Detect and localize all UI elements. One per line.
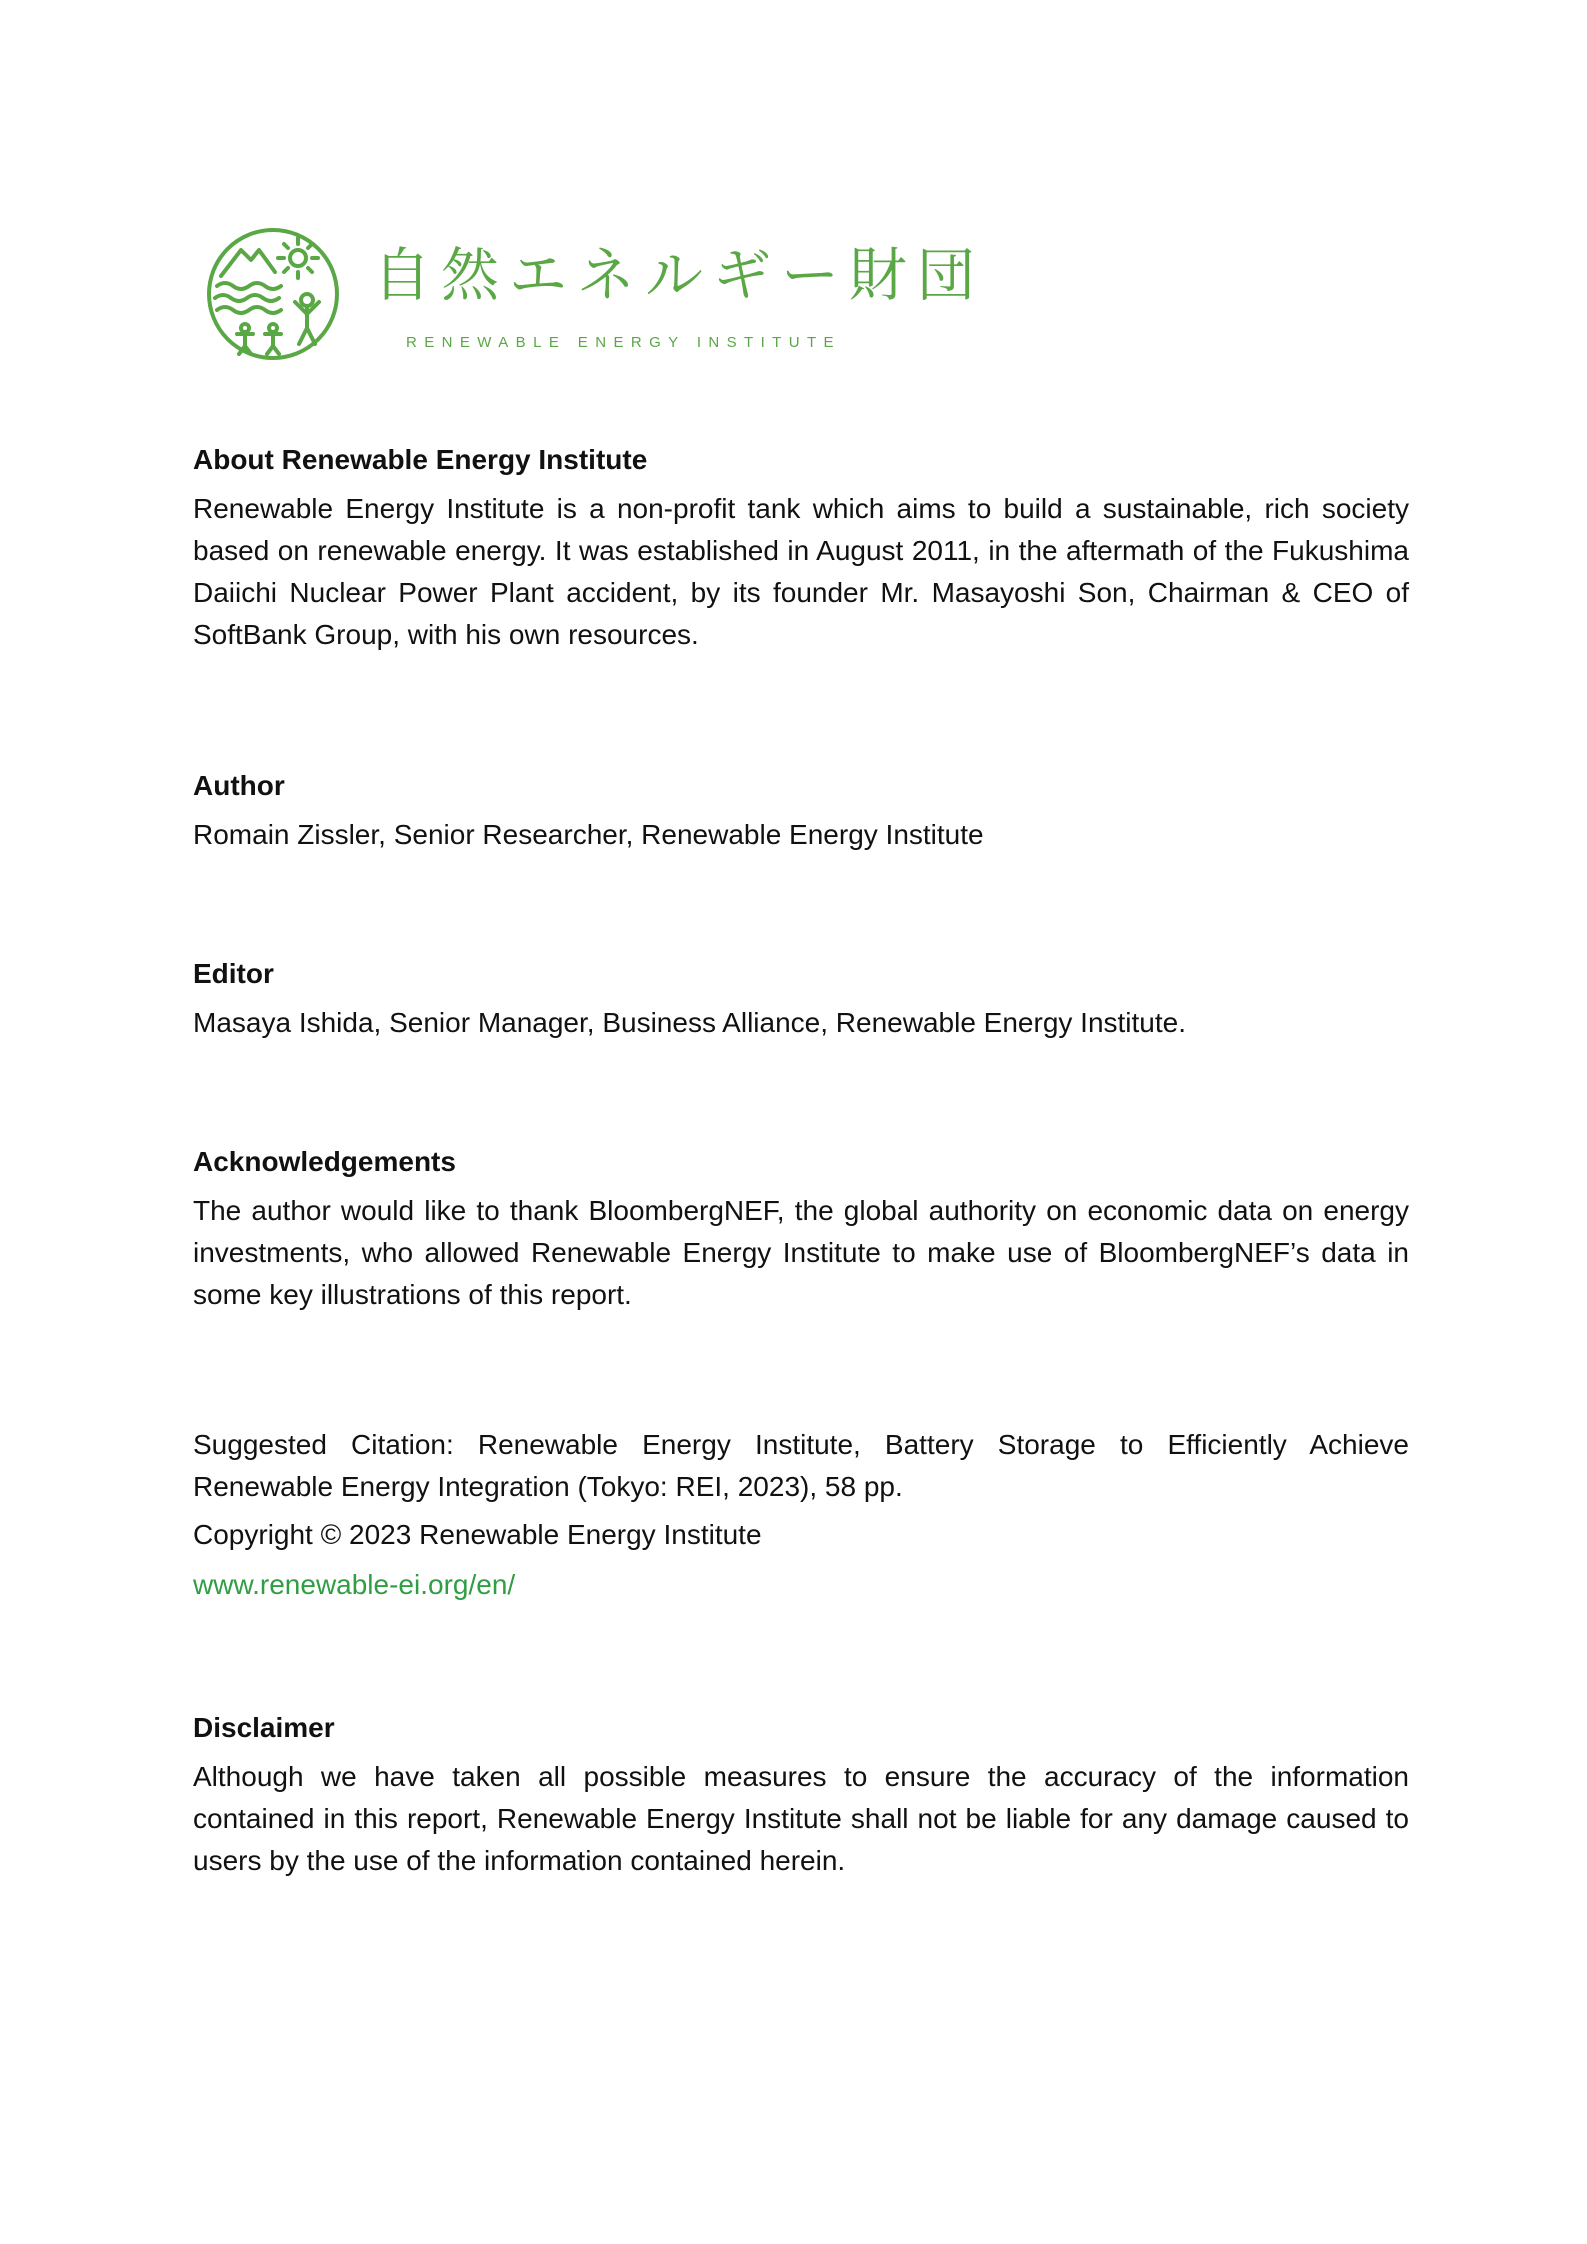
author-text: Romain Zissler, Senior Researcher, Renewable Energy Institute xyxy=(193,819,984,850)
logo-japanese-name: 自然エネルギー財団 xyxy=(373,241,986,309)
page-content xyxy=(193,436,1409,1882)
editor-heading: Editor xyxy=(193,958,274,989)
author-heading: Author xyxy=(193,770,285,801)
author-section xyxy=(193,762,1409,856)
website-link[interactable]: www.renewable-ei.org/en/ xyxy=(193,1569,516,1600)
rei-logo xyxy=(203,224,986,369)
acknowledgements-text: The author would like to thank BloombergNEF, the global authority on economic data on energy investments, who allowed Renewable Energy Institute to make use of BloombergNEF’s data in some key illustrations of this report. xyxy=(193,1195,1409,1310)
citation-section xyxy=(193,1424,1409,1610)
citation-text: Suggested Citation: Renewable Energy Institute, Battery Storage to Efficiently Achieve Renewable Energy Integration (Tokyo: REI, 2023), 58 pp. xyxy=(193,1429,1409,1502)
editor-text: Masaya Ishida, Senior Manager, Business Alliance, Renewable Energy Institute. xyxy=(193,1007,1187,1038)
disclaimer-heading: Disclaimer xyxy=(193,1712,335,1743)
logo-english-name: RENEWABLE ENERGY INSTITUTE xyxy=(406,334,841,351)
about-section xyxy=(193,436,1409,656)
disclaimer-section xyxy=(193,1704,1409,1882)
copyright-text: Copyright © 2023 Renewable Energy Institute xyxy=(193,1519,762,1550)
disclaimer-text: Although we have taken all possible measures to ensure the accuracy of the information contained in this report, Renewable Energy Institute shall not be liable for any damage caused to users by the use of the information contained herein. xyxy=(193,1761,1409,1876)
acknowledgements-heading: Acknowledgements xyxy=(193,1146,456,1177)
editor-section xyxy=(193,950,1409,1044)
rei-emblem-icon xyxy=(203,224,343,364)
about-heading: About Renewable Energy Institute xyxy=(193,444,648,475)
about-text: Renewable Energy Institute is a non-profit tank which aims to build a sustainable, rich society based on renewable energy. It was established in August 2011, in the aftermath of the Fukushima Daiichi Nuclear Power Plant accident, by its founder Mr. Masayoshi Son, Chairman & CEO of SoftBank Group, with his own resources. xyxy=(193,493,1409,650)
acknowledgements-section xyxy=(193,1138,1409,1316)
